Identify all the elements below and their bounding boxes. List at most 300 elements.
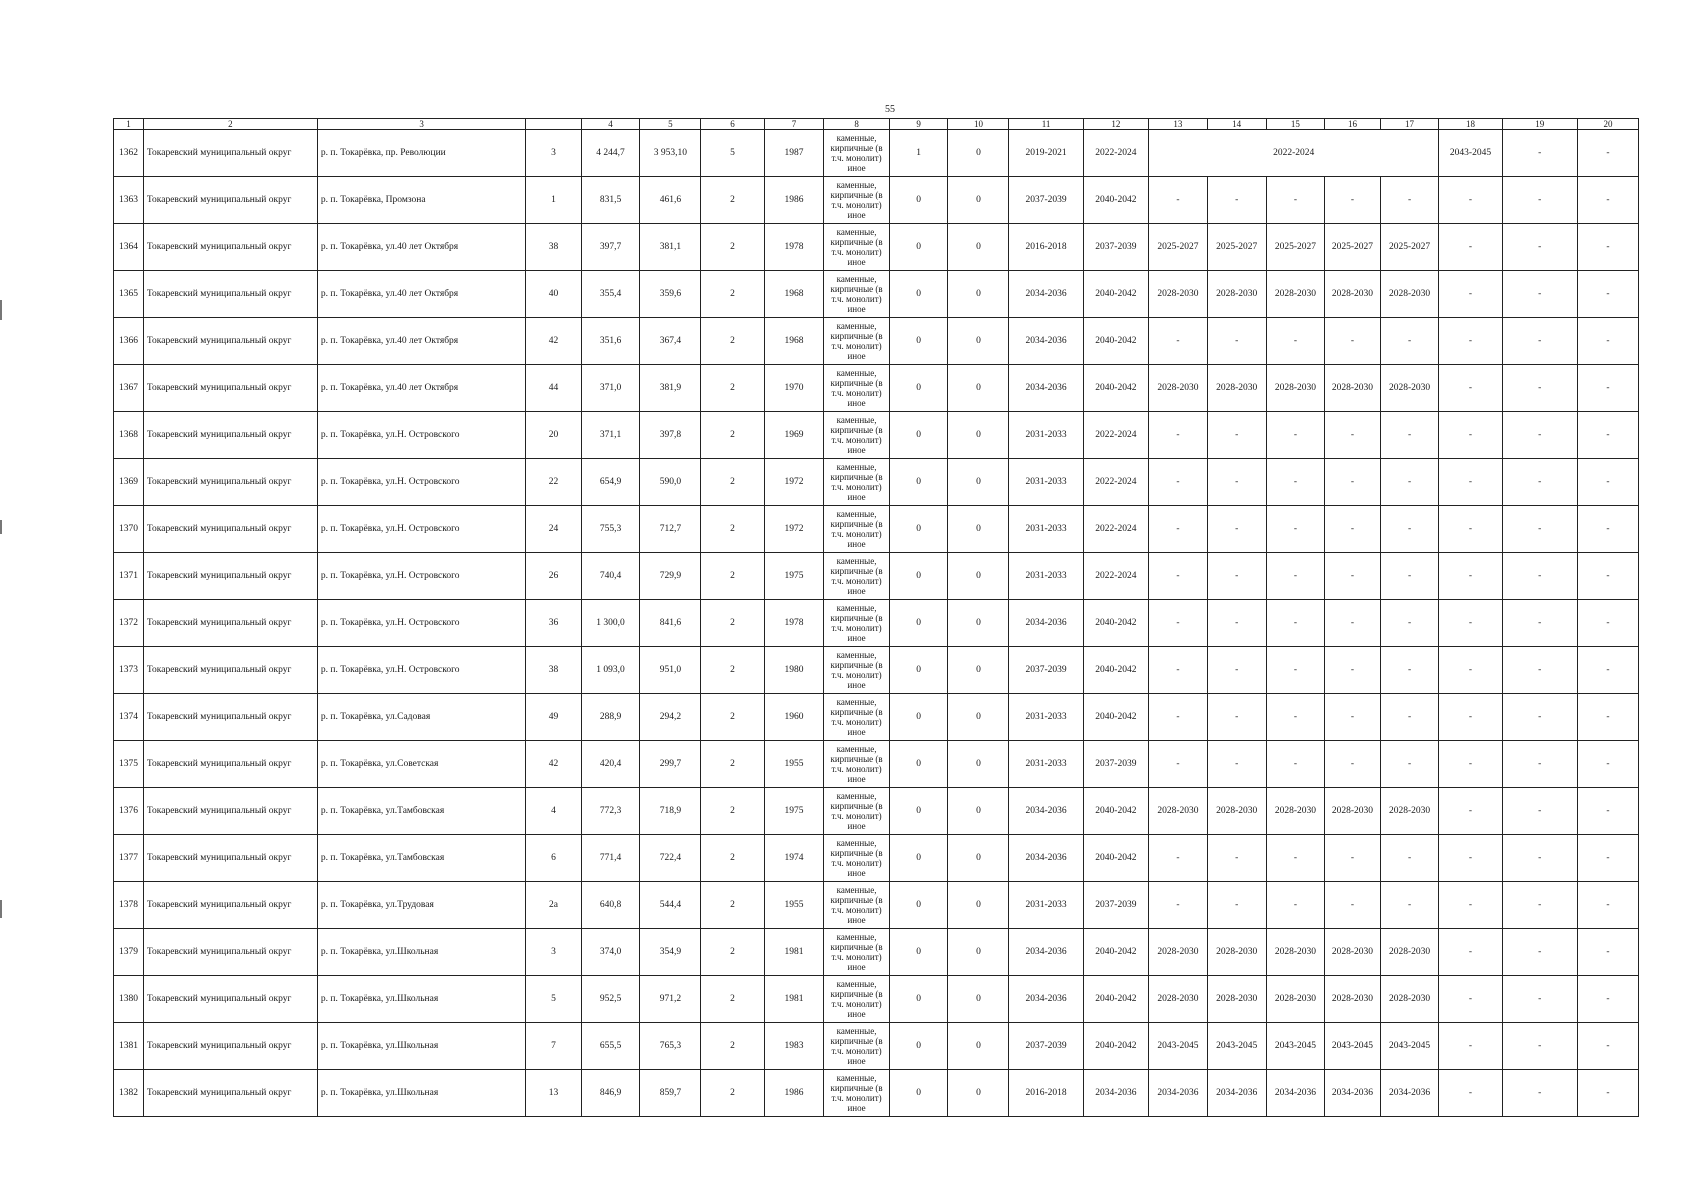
col-12-period: 2040-2042 [1083,318,1148,365]
floors-count: 2 [701,553,764,600]
col-10-value: 0 [948,694,1009,741]
scan-edge-mark [0,300,2,320]
district-name: Токаревский муниципальный округ [143,177,317,224]
col-14-period: - [1207,553,1266,600]
col-12-period: 2040-2042 [1083,694,1148,741]
total-area: 655,5 [581,1023,640,1070]
build-year: 1983 [764,1023,824,1070]
col-16-period: - [1325,694,1380,741]
living-area: 294,2 [640,694,701,741]
col-16-period: - [1325,412,1380,459]
col-20-value: - [1577,835,1638,882]
col-19-value: - [1502,130,1577,177]
col-16-period: - [1325,318,1380,365]
house-number: 1 [526,177,581,224]
build-year: 1969 [764,412,824,459]
col-20-value: - [1577,694,1638,741]
house-number: 13 [526,1070,581,1117]
col-19-value: - [1502,694,1577,741]
house-number: 44 [526,365,581,412]
col-18-period: - [1439,1023,1502,1070]
column-number: 15 [1266,119,1325,130]
row-number: 1366 [114,318,144,365]
living-area: 544,4 [640,882,701,929]
col-19-value: - [1502,929,1577,976]
floors-count: 5 [701,130,764,177]
col-17-period: - [1380,318,1439,365]
house-number: 26 [526,553,581,600]
col-18-period: - [1439,929,1502,976]
col-16-period: - [1325,600,1380,647]
column-number: 19 [1502,119,1577,130]
floors-count: 2 [701,459,764,506]
col-13-period: 2025-2027 [1149,224,1208,271]
scan-edge-mark [0,900,2,918]
house-number: 2а [526,882,581,929]
table-row [114,459,1639,506]
living-area: 859,7 [640,1070,701,1117]
col-18-period: - [1439,553,1502,600]
col-10-value: 0 [948,130,1009,177]
house-number: 42 [526,741,581,788]
address: р. п. Токарёвка, ул.Н. Островского [317,553,525,600]
table-row [114,600,1639,647]
total-area: 755,3 [581,506,640,553]
house-number: 38 [526,647,581,694]
row-number: 1373 [114,647,144,694]
build-year: 1955 [764,882,824,929]
col-12-period: 2037-2039 [1083,224,1148,271]
house-number: 20 [526,412,581,459]
col-18-period: - [1439,1070,1502,1117]
build-year: 1960 [764,694,824,741]
col-11-period: 2034-2036 [1009,365,1083,412]
col-12-period: 2040-2042 [1083,647,1148,694]
col-13-period: - [1149,600,1208,647]
col-18-period: - [1439,271,1502,318]
table-row [114,647,1639,694]
district-name: Токаревский муниципальный округ [143,741,317,788]
total-area: 420,4 [581,741,640,788]
col-19-value: - [1502,318,1577,365]
col-18-period: - [1439,365,1502,412]
district-name: Токаревский муниципальный округ [143,647,317,694]
floors-count: 2 [701,271,764,318]
column-number [526,119,581,130]
col-11-period: 2034-2036 [1009,788,1083,835]
wall-material: каменные, кирпичные (в т.ч. монолит) иное [824,130,889,177]
build-year: 1981 [764,929,824,976]
col-10-value: 0 [948,788,1009,835]
col-15-period: - [1266,647,1325,694]
col-14-period: - [1207,600,1266,647]
district-name: Токаревский муниципальный округ [143,600,317,647]
col-18-period: - [1439,459,1502,506]
address: р. п. Токарёвка, пр. Революции [317,130,525,177]
floors-count: 2 [701,506,764,553]
col-17-period: 2028-2030 [1380,271,1439,318]
col-14-period: 2028-2030 [1207,929,1266,976]
floors-count: 2 [701,929,764,976]
col-14-period: - [1207,412,1266,459]
wall-material: каменные, кирпичные (в т.ч. монолит) иное [824,694,889,741]
col-12-period: 2022-2024 [1083,412,1148,459]
col-10-value: 0 [948,835,1009,882]
col-14-period: - [1207,882,1266,929]
house-number: 36 [526,600,581,647]
district-name: Токаревский муниципальный округ [143,694,317,741]
col-16-period: - [1325,177,1380,224]
living-area: 718,9 [640,788,701,835]
col-17-period: 2028-2030 [1380,976,1439,1023]
column-number: 16 [1325,119,1380,130]
floors-count: 2 [701,177,764,224]
living-area: 951,0 [640,647,701,694]
col-9-value: 0 [889,459,948,506]
build-year: 1975 [764,788,824,835]
col-11-period: 2034-2036 [1009,600,1083,647]
col-13-period: - [1149,177,1208,224]
build-year: 1972 [764,459,824,506]
col-16-period: - [1325,459,1380,506]
living-area: 381,1 [640,224,701,271]
housing-register-table [113,118,1639,1117]
col-12-period: 2022-2024 [1083,459,1148,506]
total-area: 351,6 [581,318,640,365]
table-row [114,741,1639,788]
district-name: Токаревский муниципальный округ [143,224,317,271]
floors-count: 2 [701,835,764,882]
table-row [114,130,1639,177]
total-area: 772,3 [581,788,640,835]
living-area: 299,7 [640,741,701,788]
col-19-value: - [1502,412,1577,459]
page-number: 55 [885,104,895,115]
col-13-period: 2028-2030 [1149,365,1208,412]
address: р. п. Токарёвка, ул.40 лет Октября [317,271,525,318]
col-20-value: - [1577,1023,1638,1070]
col-20-value: - [1577,647,1638,694]
wall-material: каменные, кирпичные (в т.ч. монолит) иное [824,224,889,271]
address: р. п. Токарёвка, ул.40 лет Октября [317,224,525,271]
col-9-value: 0 [889,600,948,647]
col-12-period: 2034-2036 [1083,1070,1148,1117]
table-row [114,694,1639,741]
col-17-period: 2025-2027 [1380,224,1439,271]
row-number: 1381 [114,1023,144,1070]
col-9-value: 0 [889,788,948,835]
district-name: Токаревский муниципальный округ [143,929,317,976]
row-number: 1367 [114,365,144,412]
total-area: 1 093,0 [581,647,640,694]
col-15-period: 2028-2030 [1266,929,1325,976]
col-15-period: 2028-2030 [1266,976,1325,1023]
address: р. п. Токарёвка, ул.Н. Островского [317,647,525,694]
column-number: 17 [1380,119,1439,130]
house-number: 5 [526,976,581,1023]
col-20-value: - [1577,177,1638,224]
col-14-period: 2028-2030 [1207,365,1266,412]
living-area: 367,4 [640,318,701,365]
living-area: 354,9 [640,929,701,976]
col-19-value: - [1502,553,1577,600]
table-row [114,553,1639,600]
row-number: 1370 [114,506,144,553]
col-9-value: 0 [889,647,948,694]
col-12-period: 2040-2042 [1083,365,1148,412]
col-17-period: - [1380,647,1439,694]
floors-count: 2 [701,1070,764,1117]
table-row [114,365,1639,412]
col-18-period: - [1439,600,1502,647]
house-number: 3 [526,929,581,976]
wall-material: каменные, кирпичные (в т.ч. монолит) иное [824,177,889,224]
col-11-period: 2031-2033 [1009,882,1083,929]
column-number: 11 [1009,119,1083,130]
col-17-period: 2043-2045 [1380,1023,1439,1070]
address: р. п. Токарёвка, ул.Школьная [317,1023,525,1070]
col-14-period: 2043-2045 [1207,1023,1266,1070]
col-11-period: 2034-2036 [1009,271,1083,318]
col-19-value: - [1502,459,1577,506]
col-9-value: 0 [889,412,948,459]
col-15-period: 2043-2045 [1266,1023,1325,1070]
row-number: 1362 [114,130,144,177]
build-year: 1980 [764,647,824,694]
col-18-period: - [1439,177,1502,224]
col-10-value: 0 [948,506,1009,553]
col-11-period: 2031-2033 [1009,741,1083,788]
build-year: 1970 [764,365,824,412]
build-year: 1974 [764,835,824,882]
col-20-value: - [1577,130,1638,177]
total-area: 640,8 [581,882,640,929]
address: р. п. Токарёвка, ул.Трудовая [317,882,525,929]
row-number: 1375 [114,741,144,788]
table-row [114,506,1639,553]
col-14-period: 2028-2030 [1207,271,1266,318]
col-18-period: - [1439,741,1502,788]
col-9-value: 0 [889,929,948,976]
address: р. п. Токарёвка, ул.Н. Островского [317,459,525,506]
col-18-period: - [1439,976,1502,1023]
col-14-period: - [1207,506,1266,553]
col-19-value: - [1502,1023,1577,1070]
floors-count: 2 [701,741,764,788]
col-20-value: - [1577,600,1638,647]
col-20-value: - [1577,506,1638,553]
col-17-period: - [1380,177,1439,224]
col-10-value: 0 [948,647,1009,694]
col-14-period: 2028-2030 [1207,788,1266,835]
column-number: 18 [1439,119,1502,130]
district-name: Токаревский муниципальный округ [143,506,317,553]
col-20-value: - [1577,412,1638,459]
build-year: 1978 [764,600,824,647]
col-12-period: 2040-2042 [1083,976,1148,1023]
floors-count: 2 [701,694,764,741]
col-16-period: - [1325,553,1380,600]
district-name: Токаревский муниципальный округ [143,1023,317,1070]
address: р. п. Токарёвка, ул.Садовая [317,694,525,741]
living-area: 971,2 [640,976,701,1023]
table-row [114,412,1639,459]
col-10-value: 0 [948,976,1009,1023]
col-20-value: - [1577,365,1638,412]
row-number: 1368 [114,412,144,459]
living-area: 359,6 [640,271,701,318]
col-15-period: 2025-2027 [1266,224,1325,271]
col-15-period: 2028-2030 [1266,365,1325,412]
floors-count: 2 [701,412,764,459]
row-number: 1377 [114,835,144,882]
col-17-period: - [1380,553,1439,600]
living-area: 841,6 [640,600,701,647]
build-year: 1986 [764,1070,824,1117]
col-20-value: - [1577,1070,1638,1117]
col-10-value: 0 [948,318,1009,365]
column-number: 4 [581,119,640,130]
col-13-period: - [1149,553,1208,600]
total-area: 4 244,7 [581,130,640,177]
col-18-period: - [1439,506,1502,553]
col-13-period: 2043-2045 [1149,1023,1208,1070]
col-18-period: - [1439,647,1502,694]
col-18-period: - [1439,835,1502,882]
col-12-period: 2022-2024 [1083,506,1148,553]
column-number: 9 [889,119,948,130]
build-year: 1955 [764,741,824,788]
col-15-period: - [1266,553,1325,600]
district-name: Токаревский муниципальный округ [143,318,317,365]
col-20-value: - [1577,882,1638,929]
col-17-period: - [1380,600,1439,647]
column-number: 5 [640,119,701,130]
col-12-period: 2040-2042 [1083,177,1148,224]
col-16-period: - [1325,647,1380,694]
col-11-period: 2034-2036 [1009,976,1083,1023]
district-name: Токаревский муниципальный округ [143,976,317,1023]
col-13-period: - [1149,835,1208,882]
col-18-period: 2043-2045 [1439,130,1502,177]
col-10-value: 0 [948,1070,1009,1117]
col-11-period: 2031-2033 [1009,459,1083,506]
col-20-value: - [1577,976,1638,1023]
row-number: 1365 [114,271,144,318]
col-9-value: 0 [889,365,948,412]
col-10-value: 0 [948,365,1009,412]
col-20-value: - [1577,318,1638,365]
col-12-period: 2040-2042 [1083,835,1148,882]
col-17-period: 2028-2030 [1380,365,1439,412]
table-row [114,224,1639,271]
district-name: Токаревский муниципальный округ [143,1070,317,1117]
col-13-period: - [1149,412,1208,459]
wall-material: каменные, кирпичные (в т.ч. монолит) иное [824,553,889,600]
floors-count: 2 [701,647,764,694]
col-19-value: - [1502,177,1577,224]
district-name: Токаревский муниципальный округ [143,788,317,835]
col-9-value: 0 [889,1070,948,1117]
col-19-value: - [1502,647,1577,694]
table-body [114,130,1639,1117]
col-13-period: 2028-2030 [1149,929,1208,976]
district-name: Токаревский муниципальный округ [143,553,317,600]
col-19-value: - [1502,506,1577,553]
col-16-period: 2028-2030 [1325,365,1380,412]
col-20-value: - [1577,271,1638,318]
table-row [114,882,1639,929]
col-19-value: - [1502,882,1577,929]
table-row [114,1023,1639,1070]
district-name: Токаревский муниципальный округ [143,412,317,459]
table-row [114,318,1639,365]
col-15-period: - [1266,318,1325,365]
col-17-period: - [1380,741,1439,788]
house-number: 7 [526,1023,581,1070]
total-area: 397,7 [581,224,640,271]
col-15-period: - [1266,412,1325,459]
column-number: 8 [824,119,889,130]
col-13-period: - [1149,318,1208,365]
col-16-period: 2034-2036 [1325,1070,1380,1117]
scan-edge-mark [0,520,2,534]
row-number: 1372 [114,600,144,647]
col-10-value: 0 [948,459,1009,506]
col-12-period: 2040-2042 [1083,271,1148,318]
col-17-period: - [1380,882,1439,929]
col-14-period: - [1207,694,1266,741]
table-row [114,177,1639,224]
col-11-period: 2034-2036 [1009,929,1083,976]
col-19-value: - [1502,365,1577,412]
row-number: 1380 [114,976,144,1023]
build-year: 1968 [764,271,824,318]
col-15-period: - [1266,835,1325,882]
total-area: 771,4 [581,835,640,882]
col-17-period: 2028-2030 [1380,788,1439,835]
table-row [114,271,1639,318]
total-area: 1 300,0 [581,600,640,647]
row-number: 1376 [114,788,144,835]
district-name: Токаревский муниципальный округ [143,835,317,882]
wall-material: каменные, кирпичные (в т.ч. монолит) иное [824,506,889,553]
col-15-period: - [1266,506,1325,553]
col-16-period: 2028-2030 [1325,976,1380,1023]
col-12-period: 2037-2039 [1083,882,1148,929]
floors-count: 2 [701,882,764,929]
column-number: 14 [1207,119,1266,130]
wall-material: каменные, кирпичные (в т.ч. монолит) иное [824,647,889,694]
total-area: 952,5 [581,976,640,1023]
col-14-period: - [1207,835,1266,882]
total-area: 355,4 [581,271,640,318]
table-row [114,1070,1639,1117]
living-area: 590,0 [640,459,701,506]
district-name: Токаревский муниципальный округ [143,882,317,929]
col-17-period: - [1380,459,1439,506]
wall-material: каменные, кирпичные (в т.ч. монолит) иное [824,271,889,318]
merged-works-period: 2022-2024 [1149,130,1439,177]
column-number: 13 [1149,119,1208,130]
build-year: 1986 [764,177,824,224]
col-16-period: 2028-2030 [1325,788,1380,835]
col-9-value: 0 [889,318,948,365]
col-14-period: - [1207,318,1266,365]
wall-material: каменные, кирпичные (в т.ч. монолит) иное [824,929,889,976]
col-16-period: - [1325,506,1380,553]
col-9-value: 0 [889,976,948,1023]
